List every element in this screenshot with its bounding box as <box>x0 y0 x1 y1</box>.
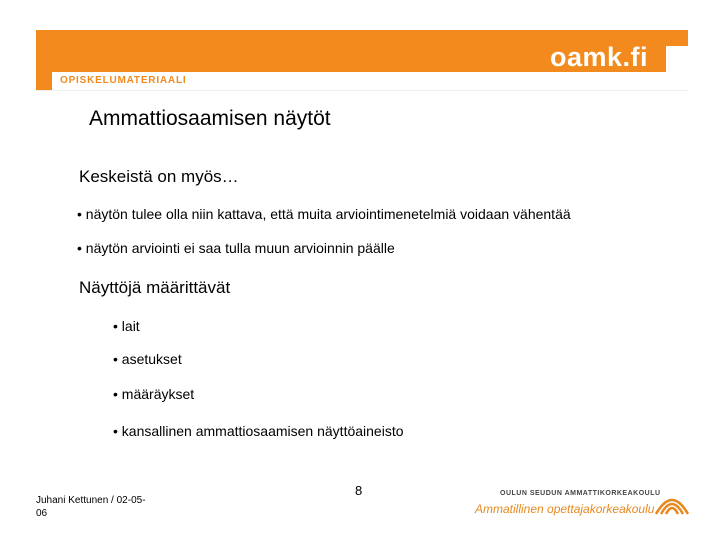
page-number: 8 <box>355 483 363 498</box>
header-label: OPISKELUMATERIAALI <box>60 75 187 86</box>
header-left-accent <box>36 72 52 90</box>
header-notch <box>666 46 688 72</box>
section2-heading: Näyttöjä määrittävät <box>79 278 231 297</box>
section2-bullet-2: • asetukset <box>113 351 182 367</box>
footer-logo-line2: Ammatillinen opettajakorkeakoulu <box>475 502 655 516</box>
section2-bullet-3: • määräykset <box>113 386 195 402</box>
section1-bullet-1: • näytön tulee olla niin kattava, että muita arviointimenetelmiä voidaan vähentää <box>77 206 571 222</box>
brand-logo-text: oamk.fi <box>549 42 648 72</box>
sunrise-arcs-icon <box>652 480 692 520</box>
section2-bullet-1: • lait <box>113 318 140 334</box>
section1-bullet-2: • näytön arviointi ei saa tulla muun arvioinnin päälle <box>77 240 395 256</box>
footer-logo-line1: OULUN SEUDUN AMMATTIKORKEAKOULU <box>500 490 661 497</box>
section2-bullet-4: • kansallinen ammattiosaamisen näyttöaineisto <box>113 423 404 439</box>
footer-author: Juhani Kettunen / 02-05-06 <box>36 495 146 519</box>
slide-title: Ammattiosaamisen näytöt <box>89 107 331 130</box>
section1-heading: Keskeistä on myös… <box>79 167 239 186</box>
